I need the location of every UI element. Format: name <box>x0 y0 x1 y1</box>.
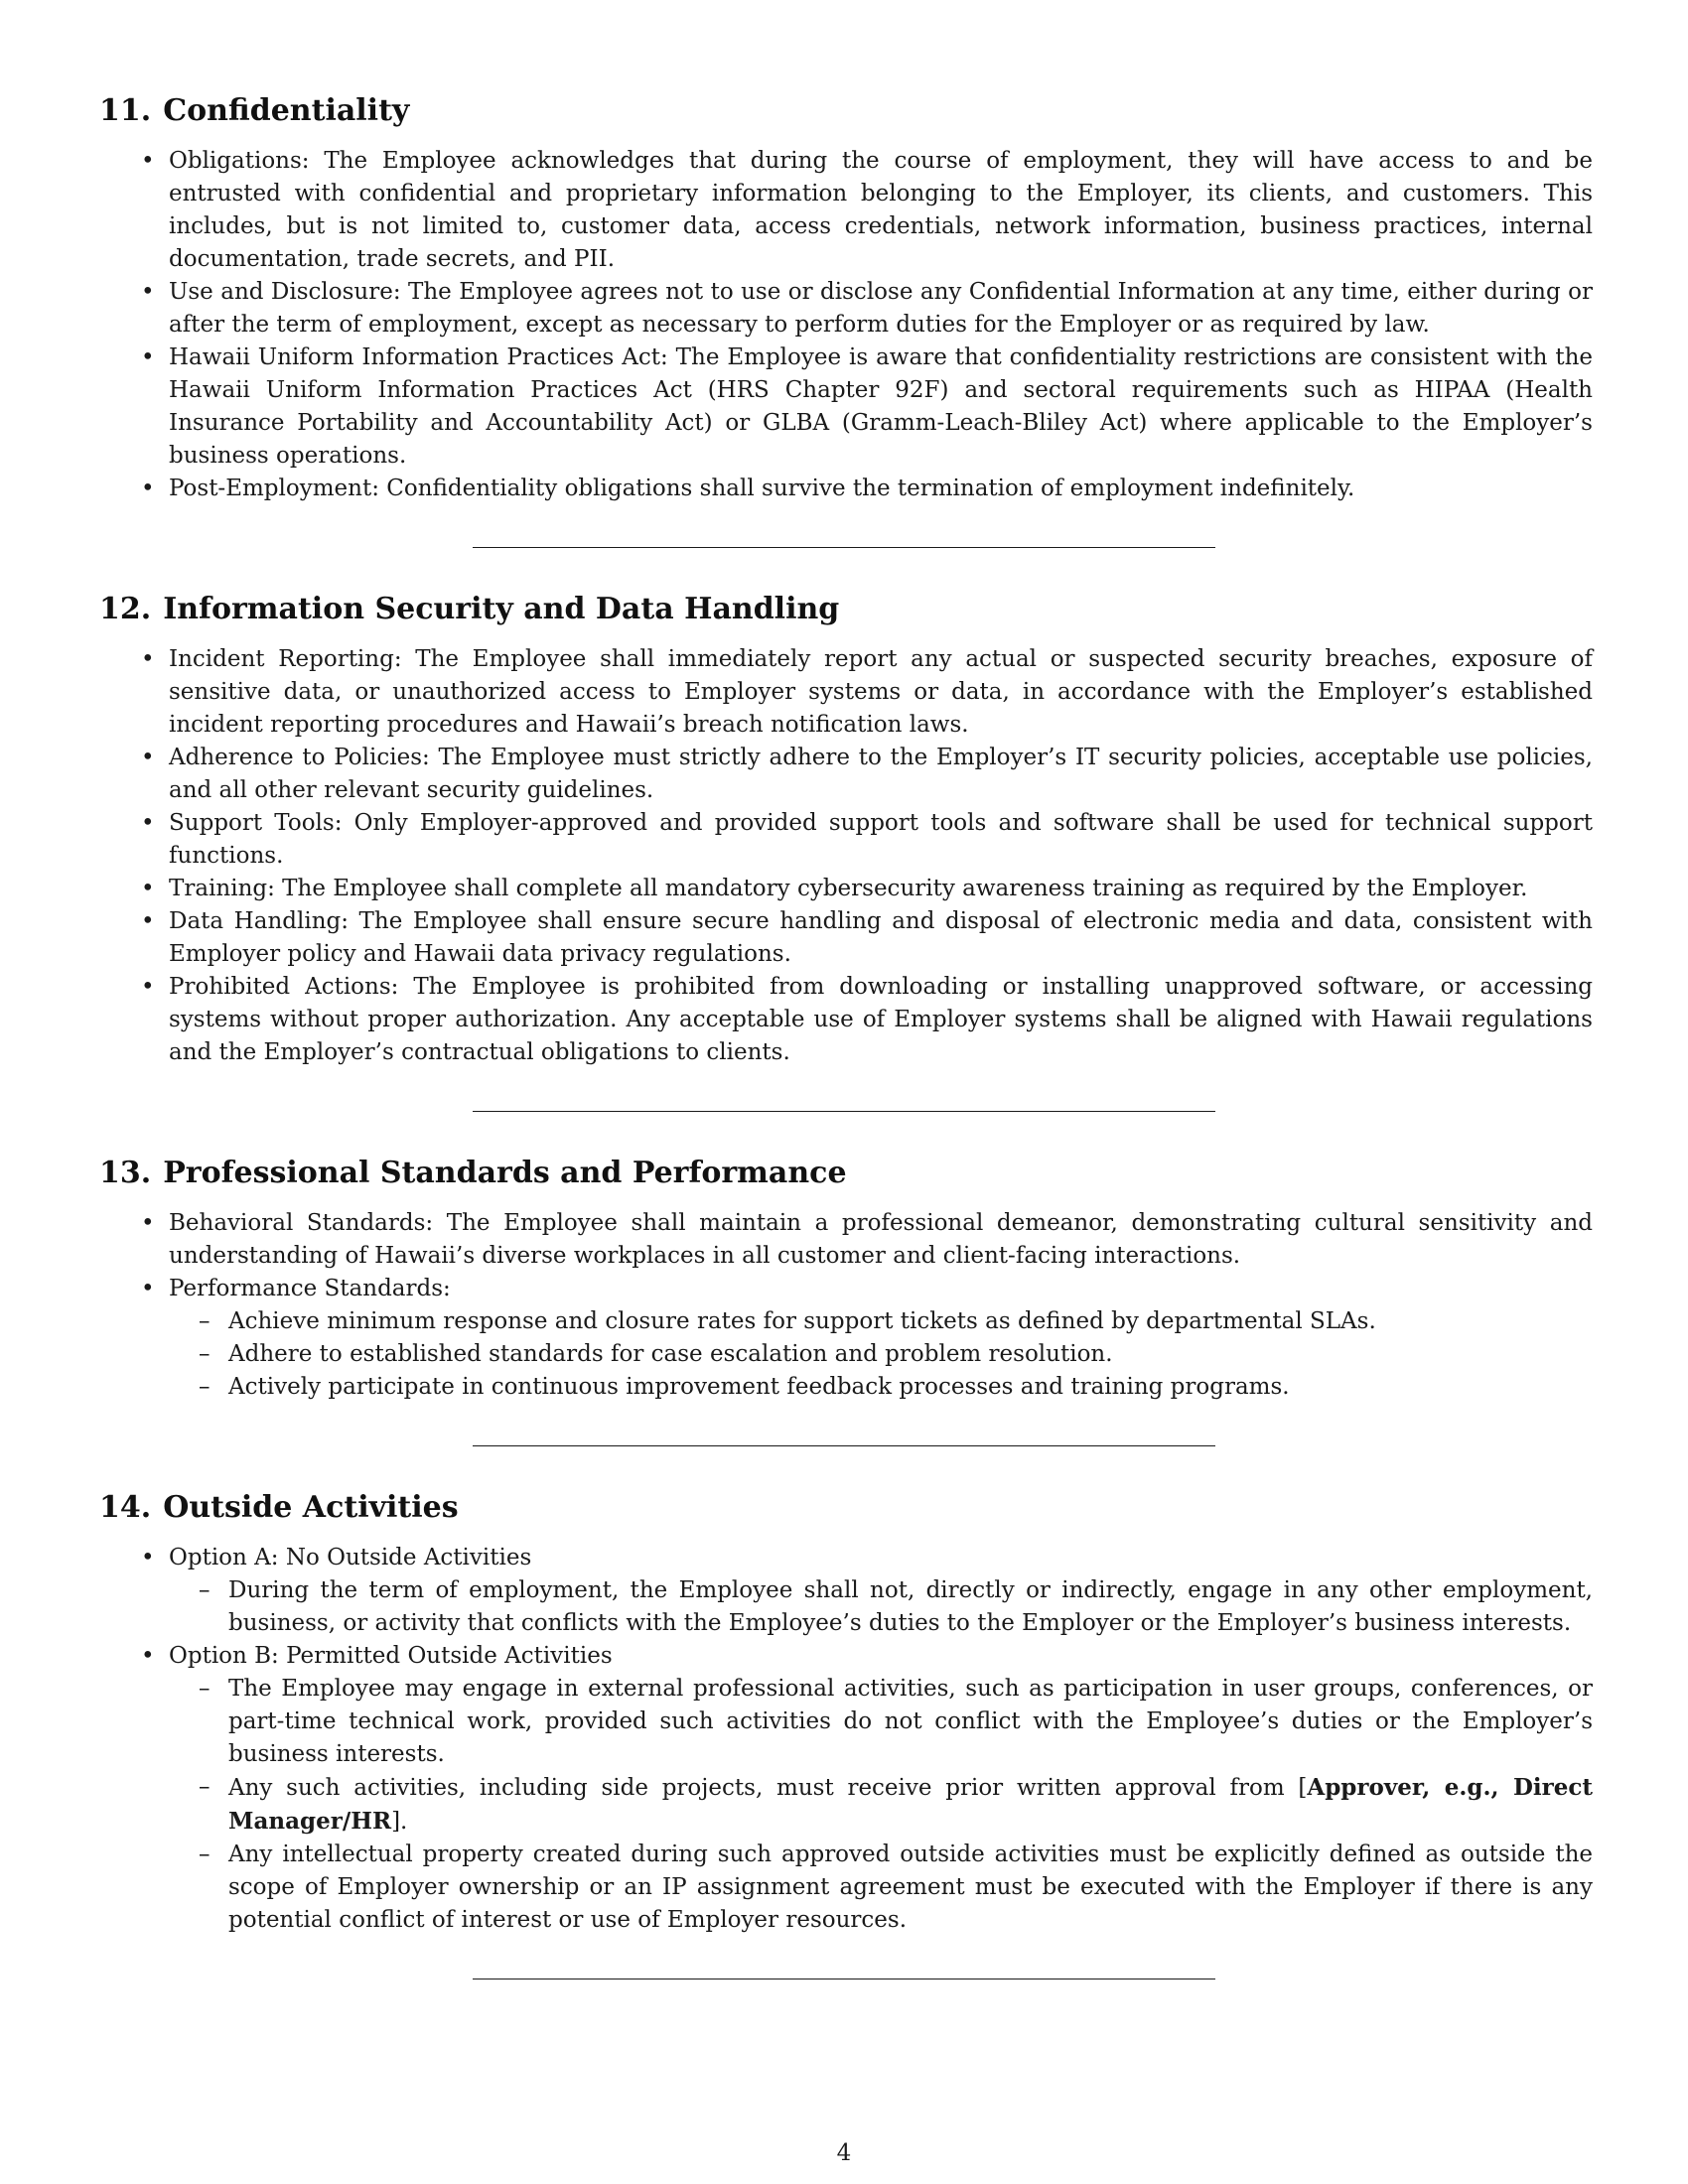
list-item: • Post-Employment: Confidentiality obligations shall survive the termination of employment indefinitely. <box>169 473 1593 505</box>
list-item: • Hawaii Uniform Information Practices Act: The Employee is aware that confidentiality restrictions are consistent with the Hawaii Uniform Information Practices Act (HRS Chapter 92F) and sectoral requirements such as HIPAA (Health Insurance Portability and Accountability Act) or GLBA (Gramm-Leach-Bliley Act) where applicable to the Employer’s business operations. <box>169 341 1593 473</box>
list-item: • Data Handling: The Employee shall ensure secure handling and disposal of electronic media and data, consistent with Employer policy and Hawaii data privacy regulations. <box>169 905 1593 971</box>
sub-list-item: – Adhere to established standards for case escalation and problem resolution. <box>228 1338 1593 1371</box>
list-item: • Adherence to Policies: The Employee must strictly adhere to the Employer’s IT security policies, acceptable use policies, and all other relevant security guidelines. <box>169 742 1593 807</box>
list-item: • Behavioral Standards: The Employee shall maintain a professional demeanor, demonstrating cultural sensitivity and understanding of Hawaii’s diverse workplaces in all customer and client-facing interactions. <box>169 1207 1593 1273</box>
section-outside-activities <box>99 1488 1593 1937</box>
section-divider <box>473 547 1215 548</box>
list-item <box>169 1640 1593 1937</box>
bullet-list <box>99 1542 1593 1937</box>
bullet-list <box>99 145 1593 505</box>
list-item-label: Performance Standards: <box>169 1276 451 1301</box>
section-heading <box>99 590 1593 629</box>
sub-list-item <box>228 1771 1593 1839</box>
section-title: Information Security and Data Handling <box>163 592 840 626</box>
section-title: Outside Activities <box>163 1490 459 1525</box>
section-heading <box>99 1488 1593 1528</box>
list-item: • Training: The Employee shall complete all mandatory cybersecurity awareness training as required by the Employer. <box>169 873 1593 905</box>
section-divider <box>473 1111 1215 1112</box>
list-item-label: Option A: No Outside Activities <box>169 1545 532 1570</box>
section-heading <box>99 91 1593 131</box>
approval-text-end: ]. <box>391 1809 408 1835</box>
list-item: • Prohibited Actions: The Employee is prohibited from downloading or installing unapproved software, or accessing systems without proper authorization. Any acceptable use of Employer systems shall be aligned with Hawaii regulations and the Employer’s contractual obligations to clients. <box>169 971 1593 1069</box>
section-number: 11. <box>99 93 152 128</box>
section-title: Confidentiality <box>163 93 410 128</box>
page-number: 4 <box>836 2140 852 2166</box>
section-professional-standards <box>99 1154 1593 1404</box>
section-heading <box>99 1154 1593 1193</box>
section-number: 13. <box>99 1156 152 1190</box>
list-item <box>169 1542 1593 1640</box>
document-page <box>99 91 1593 1979</box>
list-item-label: Option B: Permitted Outside Activities <box>169 1643 613 1669</box>
list-item: • Incident Reporting: The Employee shall immediately report any actual or suspected security breaches, exposure of sensitive data, or unauthorized access to Employer systems or data, in accordance with the Employer’s established incident reporting procedures and Hawaii’s breach notification laws. <box>169 643 1593 742</box>
list-item: • Use and Disclosure: The Employee agrees not to use or disclose any Confidential Information at any time, either during or after the term of employment, except as necessary to perform duties for the Employer or as required by law. <box>169 276 1593 341</box>
section-divider <box>473 1445 1215 1446</box>
approval-text: Any such activities, including side projects, must receive prior written approval from [ <box>228 1775 1308 1801</box>
section-number: 14. <box>99 1490 152 1525</box>
sub-list-item: – Achieve minimum response and closure rates for support tickets as defined by departmental SLAs. <box>228 1305 1593 1338</box>
sub-list-item: – Any intellectual property created during such approved outside activities must be explicitly defined as outside the scope of Employer ownership or an IP assignment agreement must be executed with the Employer if there is any potential conflict of interest or use of Employer resources. <box>228 1839 1593 1937</box>
sub-list <box>169 1574 1593 1640</box>
sub-list <box>169 1305 1593 1404</box>
list-item <box>169 1273 1593 1404</box>
sub-list-item: – The Employee may engage in external professional activities, such as participation in user groups, conferences, or part-time technical work, provided such activities do not conflict with the Employee’s duties or the Employer’s business interests. <box>228 1673 1593 1771</box>
bullet-list <box>99 643 1593 1069</box>
sub-list-item: – During the term of employment, the Employee shall not, directly or indirectly, engage in any other employment, business, or activity that conflicts with the Employee’s duties to the Employer or the Employer’s business interests. <box>228 1574 1593 1640</box>
sub-list-item: – Actively participate in continuous improvement feedback processes and training programs. <box>228 1371 1593 1404</box>
list-item: • Support Tools: Only Employer-approved and provided support tools and software shall be used for technical support functions. <box>169 807 1593 873</box>
list-item: • Obligations: The Employee acknowledges that during the course of employment, they will have access to and be entrusted with confidential and proprietary information belonging to the Employer, its clients, and customers. This includes, but is not limited to, customer data, access credentials, network information, business practices, internal documentation, trade secrets, and PII. <box>169 145 1593 276</box>
section-information-security <box>99 590 1593 1069</box>
section-number: 12. <box>99 592 152 626</box>
bullet-list <box>99 1207 1593 1404</box>
section-title: Professional Standards and Performance <box>163 1156 847 1190</box>
approver-placeholder: Approver, e.g., Direct Manager/HR <box>228 1774 1594 1835</box>
section-confidentiality <box>99 91 1593 505</box>
sub-list <box>169 1673 1593 1937</box>
